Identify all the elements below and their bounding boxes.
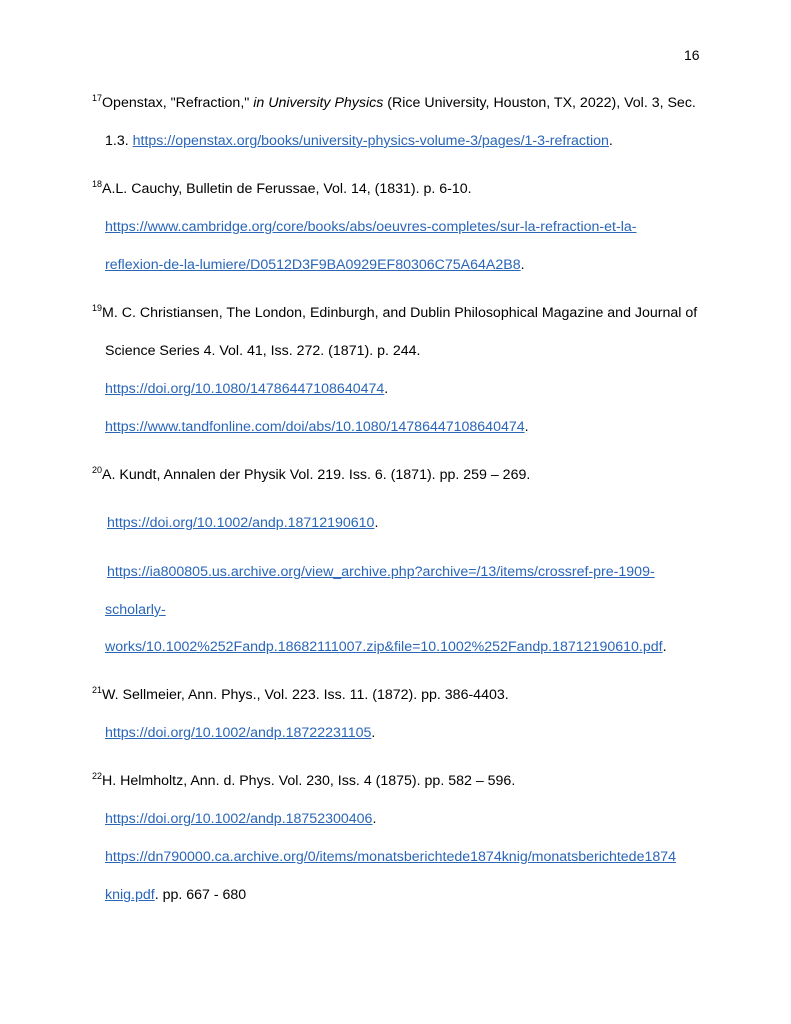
reference-20-doi-link[interactable]: https://doi.org/10.1002/andp.18712190610	[107, 515, 375, 531]
reference-17-line-1	[92, 94, 696, 112]
footnote-number-20: 20	[92, 465, 103, 475]
reference-20-link-line-2	[107, 563, 655, 581]
reference-21-line-1	[92, 686, 509, 704]
reference-19-line-2	[105, 342, 420, 360]
reference-17-section: 1.3.	[105, 133, 133, 149]
reference-22-link-line-2	[105, 848, 676, 866]
reference-17-line-2: 1.3. https://openstax.org/books/university-physics-volume-3/pages/1-3-refraction.	[105, 133, 613, 149]
reference-21-doi-link[interactable]: https://doi.org/10.1002/andp.18722231105	[105, 725, 372, 741]
reference-22-text: H. Helmholtz, Ann. d. Phys. Vol. 230, Iss. 4 (1875). pp. 582 – 596.	[102, 773, 516, 789]
reference-20-text: A. Kundt, Annalen der Physik Vol. 219. Iss. 6. (1871). pp. 259 – 269.	[102, 467, 531, 483]
reference-22-line-1	[92, 772, 515, 790]
reference-22-link-line-3	[105, 886, 246, 904]
reference-20-link-line-1: https://doi.org/10.1002/andp.18712190610.	[107, 515, 379, 531]
reference-17-text: (Rice University, Houston, TX, 2022), Vol. 3, Sec.	[383, 95, 696, 111]
reference-20-archive-link[interactable]: https://ia800805.us.archive.org/view_archive.php?archive=/13/items/crossref-pre-1909-	[107, 564, 655, 580]
reference-21-text: W. Sellmeier, Ann. Phys., Vol. 223. Iss. 11. (1872). pp. 386-4403.	[102, 687, 509, 703]
reference-20-archive-link[interactable]: scholarly-	[105, 602, 166, 618]
reference-20-link-line-3	[105, 601, 166, 619]
reference-19-link-line-2: https://www.tandfonline.com/doi/abs/10.1080/14786447108640474.	[105, 419, 529, 435]
reference-22-link-line-1: https://doi.org/10.1002/andp.18752300406.	[105, 811, 377, 827]
footnote-number-21: 21	[92, 685, 103, 695]
reference-18-link[interactable]: reflexion-de-la-lumiere/D0512D3F9BA0929EF80306C75A64A2B8	[105, 257, 521, 273]
reference-22-doi-link[interactable]: https://doi.org/10.1002/andp.18752300406	[105, 811, 373, 827]
reference-19-line-1	[92, 304, 697, 322]
reference-17-link[interactable]: https://openstax.org/books/university-physics-volume-3/pages/1-3-refraction	[132, 133, 609, 149]
footnote-number-22: 22	[92, 771, 103, 781]
reference-21-link-line-1: https://doi.org/10.1002/andp.18722231105.	[105, 725, 376, 741]
reference-18-link[interactable]: https://www.cambridge.org/core/books/abs/oeuvres-completes/sur-la-refraction-et-la-	[105, 219, 637, 235]
reference-19-link-line-1: https://doi.org/10.1080/14786447108640474.	[105, 381, 389, 397]
reference-19-text: Science Series 4. Vol. 41, Iss. 272. (1871). p. 244.	[105, 343, 421, 359]
footnote-number-17: 17	[92, 93, 103, 103]
reference-22-archive-link[interactable]: knig.pdf	[105, 887, 155, 903]
reference-22-archive-link[interactable]: https://dn790000.ca.archive.org/0/items/monatsberichtede1874knig/monatsberichtede1874	[105, 849, 677, 865]
footnote-number-18: 18	[92, 179, 103, 189]
reference-19-text: M. C. Christiansen, The London, Edinburgh, and Dublin Philosophical Magazine and Journal of	[102, 305, 698, 321]
reference-18-link-line-1	[105, 218, 636, 236]
reference-19-doi-link[interactable]: https://doi.org/10.1080/14786447108640474	[105, 381, 385, 397]
reference-20-archive-link[interactable]: works/10.1002%252Fandp.18682111007.zip&file=10.1002%252Fandp.18712190610.pdf	[105, 639, 663, 655]
reference-20-line-1	[92, 466, 530, 484]
page-number: 16	[684, 47, 700, 63]
reference-17-title: in University Physics	[253, 95, 384, 111]
footnote-number-19: 19	[92, 303, 103, 313]
reference-22-pages: . pp. 667 - 680	[154, 887, 247, 903]
reference-17-text: Openstax, "Refraction,"	[102, 95, 254, 111]
reference-18-link-line-2: reflexion-de-la-lumiere/D0512D3F9BA0929EF80306C75A64A2B8.	[105, 257, 525, 273]
reference-20-link-line-4: works/10.1002%252Fandp.18682111007.zip&file=10.1002%252Fandp.18712190610.pdf.	[105, 639, 667, 655]
reference-19-tandfonline-link[interactable]: https://www.tandfonline.com/doi/abs/10.1080/14786447108640474	[105, 419, 525, 435]
reference-18-text: A.L. Cauchy, Bulletin de Ferussae, Vol. 14, (1831). p. 6-10.	[102, 181, 472, 197]
reference-18-line-1	[92, 180, 472, 198]
